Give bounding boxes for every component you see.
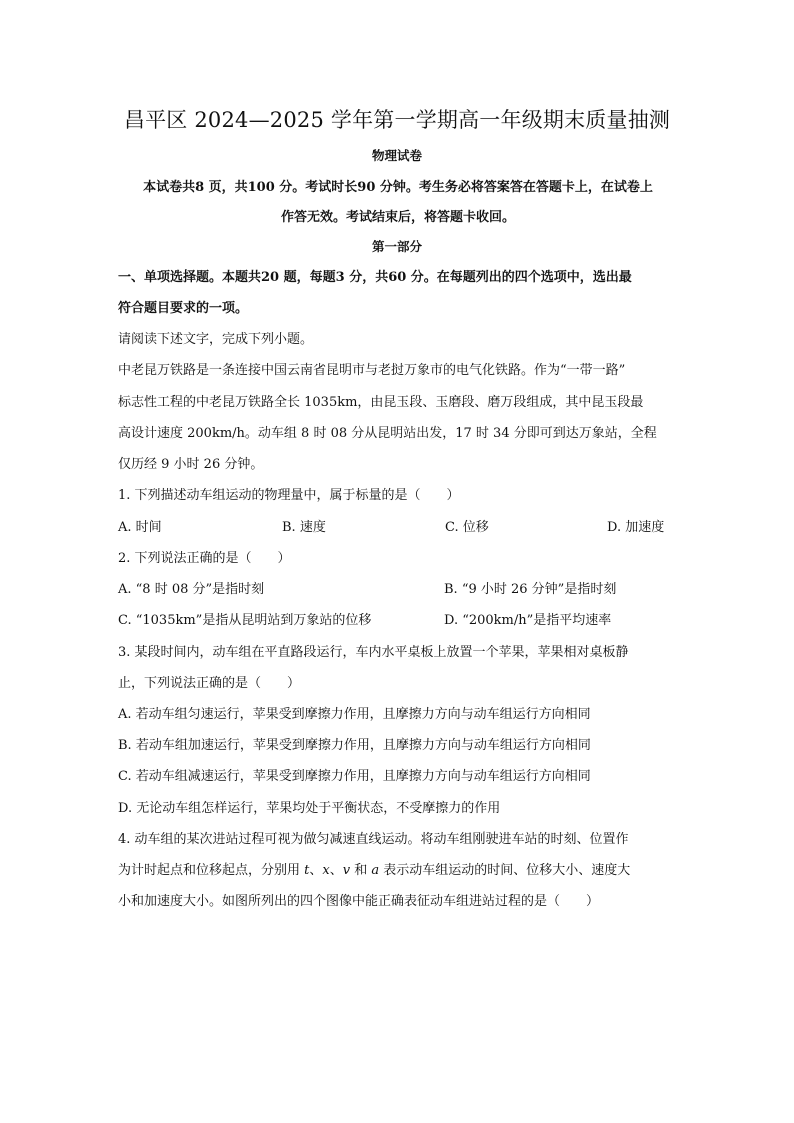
q4-stem-line-2 bbox=[118, 861, 680, 881]
q4-stem-line-1: 4. 动车组的某次进站过程可视为做匀减速直线运动。将动车组刚驶进车站的时刻、位置作 bbox=[118, 832, 629, 847]
q1-option-a: A. 时间 bbox=[118, 520, 162, 535]
part-heading: 第一部分 bbox=[371, 239, 422, 254]
q1-option-d: D. 加速度 bbox=[607, 520, 665, 535]
exam-title: 昌平区 2024—2025 学年第一学期高一年级期末质量抽测 bbox=[123, 108, 671, 132]
q3-stem-line-1: 3. 某段时间内，动车组在平直路段运行，车内水平桌板上放置一个苹果，苹果相对桌板静 bbox=[118, 645, 629, 660]
section1-heading-line-1: 一、单项选择题。本题共20 题，每题3 分，共60 分。在每题列出的四个选项中，选出最 bbox=[118, 270, 632, 285]
q3-option-a: A. 若动车组匀速运行，苹果受到摩擦力作用，且摩擦力方向与动车组运行方向相同 bbox=[118, 707, 591, 722]
q1-option-b: B. 速度 bbox=[282, 520, 326, 535]
q3-option-b: B. 若动车组加速运行，苹果受到摩擦力作用，且摩擦力方向与动车组运行方向相同 bbox=[118, 738, 591, 753]
notice-line-1: 本试卷共8 页，共100 分。考试时长90 分钟。考生务必将答案答在答题卡上，在试卷上 bbox=[143, 180, 653, 195]
q4-and: 和 bbox=[350, 863, 372, 878]
q4-sep-1: 、 bbox=[309, 863, 323, 878]
passage-line-4: 仅历经 9 小时 26 分钟。 bbox=[118, 457, 264, 472]
q2-option-c: C. “1035km”是指从昆明站到万象站的位移 bbox=[118, 613, 372, 628]
subject-title: 物理试卷 bbox=[371, 148, 422, 163]
q4-var-a: a bbox=[371, 863, 380, 878]
q2-option-b: B. “9 小时 26 分钟”是指时刻 bbox=[444, 582, 617, 597]
q4-stem-line-3: 小和加速度大小。如图所列出的四个图像中能正确表征动车组进站过程的是（ ） bbox=[118, 894, 600, 909]
q4-stem-text-b: 表示动车组运动的时间、位移大小、速度大 bbox=[379, 863, 631, 878]
q2-stem: 2. 下列说法正确的是（ ） bbox=[118, 551, 291, 566]
q4-var-v: v bbox=[342, 863, 351, 878]
q4-var-t: t bbox=[304, 863, 310, 878]
q4-stem-text-a: 为计时起点和位移起点，分别用 bbox=[118, 863, 305, 878]
q2-option-a: A. “8 时 08 分”是指时刻 bbox=[118, 582, 265, 597]
q4-var-x: x bbox=[322, 863, 330, 878]
q3-option-c: C. 若动车组减速运行，苹果受到摩擦力作用，且摩擦力方向与动车组运行方向相同 bbox=[118, 769, 591, 784]
exam-notice bbox=[118, 173, 678, 233]
q1-stem: 1. 下列描述动车组运动的物理量中，属于标量的是（ ） bbox=[118, 488, 460, 503]
q4-sep-2: 、 bbox=[329, 863, 343, 878]
q2-option-d: D. “200km/h”是指平均速率 bbox=[444, 613, 612, 628]
q3-stem-line-2: 止，下列说法正确的是（ ） bbox=[118, 676, 301, 691]
notice-line-2: 作答无效。考试结束后，将答题卡收回。 bbox=[280, 210, 515, 225]
passage-line-2: 标志性工程的中老昆万铁路全长 1035km，由昆玉段、玉磨段、磨万段组成，其中昆玉段最 bbox=[118, 395, 644, 410]
section1-heading-line-2: 符合题目要求的一项。 bbox=[118, 301, 249, 316]
passage-line-1: 中老昆万铁路是一条连接中国云南省昆明市与老挝万象市的电气化铁路。作为“一带一路” bbox=[118, 363, 626, 378]
q3-option-d: D. 无论动车组怎样运行，苹果均处于平衡状态，不受摩擦力的作用 bbox=[118, 801, 501, 816]
passage-line-3: 高设计速度 200km/h。动车组 8 时 08 分从昆明站出发，17 时 34 分即可到达万象站，全程 bbox=[118, 426, 657, 441]
passage-intro: 请阅读下述文字，完成下列小题。 bbox=[118, 332, 314, 347]
q1-option-c: C. 位移 bbox=[445, 520, 489, 535]
